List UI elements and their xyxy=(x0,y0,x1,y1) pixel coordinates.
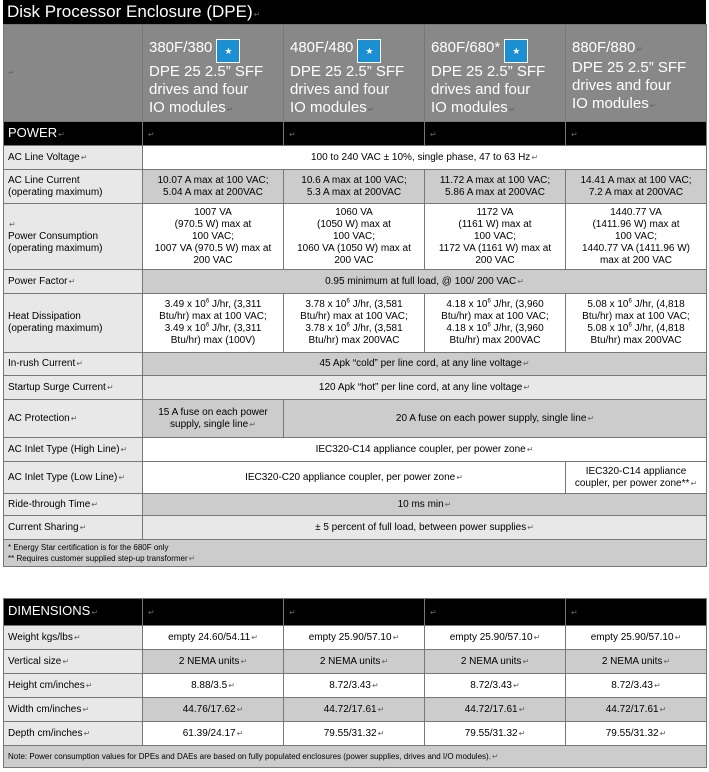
cell-value: 1440.77 VA (1411.96 W) max at 100 VAC; 1440.77 VA (1411.96 W) max at 200 VAC xyxy=(566,204,707,270)
row-label: Power Factor ↵ xyxy=(4,270,143,294)
cell-value: 5.08 x $10^6$ J/hr, (4,818 Btu/hr) max at 100 VAC; 5.08 x $10^6$ J/hr, (4,818 Btu/hr) max 200VAC xyxy=(566,294,707,353)
energy-star-icon: ★ xyxy=(216,39,240,63)
cell-value: 10.07 A max at 100 VAC; 5.04 A max at 200VAC xyxy=(143,170,284,204)
row-label: Startup Surge Current ↵ xyxy=(4,376,143,400)
table-row xyxy=(4,146,707,170)
cell-value: 1007 VA (970.5 W) max at 100 VAC; 1007 VA (970.5 W) max at 200 VAC xyxy=(143,204,284,270)
table-row xyxy=(4,516,707,540)
table-row xyxy=(4,722,707,746)
cell-value: 79.55/31.32 ↵ xyxy=(284,722,425,746)
cell-value: 8.72/3.43 ↵ xyxy=(284,674,425,698)
model-header: 880F/880 ↵ DPE 25 2.5” SFF drives and four IO modules ↵ xyxy=(566,25,707,122)
row-label: AC Line Voltage ↵ xyxy=(4,146,143,170)
cell-value: 1060 VA (1050 W) max at 100 VAC; 1060 VA (1050 W) max at 200 VAC xyxy=(284,204,425,270)
cell-value: 10 ms min ↵ xyxy=(143,494,707,516)
cell-value: 120 Apk “hot” per line cord, at any line voltage ↵ xyxy=(143,376,707,400)
header-corner xyxy=(4,25,143,122)
cell-value: ± 5 percent of full load, between power supplies ↵ xyxy=(143,516,707,540)
cell-value: 0.95 minimum at full load, @ 100/ 200 VAC ↵ xyxy=(143,270,707,294)
cell-value: IEC320-C14 appliance coupler, per power zone** ↵ xyxy=(566,462,707,494)
table-row xyxy=(4,353,707,376)
row-label: Height cm/inches ↵ xyxy=(4,674,143,698)
model-header: 380F/380 ★ DPE 25 2.5” SFF drives and four IO modules ↵ xyxy=(143,25,284,122)
dimensions-note: Note: Power consumption values for DPEs and DAEs are based on fully populated enclosures (power supplies, drives and I/O modules). ↵ xyxy=(4,746,707,768)
table-row xyxy=(4,376,707,400)
section-title: POWER ↵ xyxy=(4,122,143,146)
cell-value: empty 25.90/57.10 ↵ xyxy=(284,626,425,650)
section-title: DIMENSIONS ↵ xyxy=(4,599,143,626)
cell-value: 3.49 x $10^6$ J/hr, (3,311 Btu/hr) max at 100 VAC; 3.49 x $10^6$ J/hr, (3,311 Btu/hr) max (100V) xyxy=(143,294,284,353)
cell-value: 20 A fuse on each power supply, single line ↵ xyxy=(284,400,707,438)
row-label: Width cm/inches ↵ xyxy=(4,698,143,722)
table-row xyxy=(4,462,707,494)
row-label: Ride-through Time ↵ xyxy=(4,494,143,516)
cell-value: 8.72/3.43 ↵ xyxy=(425,674,566,698)
row-label: AC Protection ↵ xyxy=(4,400,143,438)
cell-value: 14.41 A max at 100 VAC; 7.2 A max at 200VAC xyxy=(566,170,707,204)
footnote-row xyxy=(4,540,707,567)
model-header: 480F/480 ★ DPE 25 2.5” SFF drives and four IO modules ↵ xyxy=(284,25,425,122)
table-row xyxy=(4,170,707,204)
cell-value: 4.18 x $10^6$ J/hr, (3,960 Btu/hr) max at 100 VAC; 4.18 x $10^6$ J/hr, (3,960 Btu/hr) max 200VAC xyxy=(425,294,566,353)
row-label: AC Inlet Type (Low Line) ↵ xyxy=(4,462,143,494)
cell-value: empty 25.90/57.10 ↵ xyxy=(425,626,566,650)
cell-value: 79.55/31.32 ↵ xyxy=(566,722,707,746)
cell-value: 11.72 A max at 100 VAC; 5.86 A max at 200VAC xyxy=(425,170,566,204)
cell-value: 100 to 240 VAC ± 10%, single phase, 47 to 63 Hz ↵ xyxy=(143,146,707,170)
table-row xyxy=(4,650,707,674)
dimensions-table xyxy=(3,598,707,768)
cell-value: 3.78 x $10^6$ J/hr, (3,581 Btu/hr) max at 100 VAC; 3.78 x $10^6$ J/hr, (3,581 Btu/hr) max 200VAC xyxy=(284,294,425,353)
row-label: Heat Dissipation (operating maximum) xyxy=(4,294,143,353)
cell-value: 10.6 A max at 100 VAC; 5.3 A max at 200VAC xyxy=(284,170,425,204)
cell-value: 44.72/17.61 ↵ xyxy=(566,698,707,722)
energy-star-icon: ★ xyxy=(357,39,381,63)
cell-value: IEC320-C14 appliance coupler, per power zone ↵ xyxy=(143,438,707,462)
row-label: AC Line Current (operating maximum) xyxy=(4,170,143,204)
table-row xyxy=(4,204,707,270)
cell-value: IEC320-C20 appliance coupler, per power zone ↵ xyxy=(143,462,566,494)
page-title xyxy=(3,0,706,24)
table-row xyxy=(4,438,707,462)
table-row xyxy=(4,400,707,438)
cell-value: 45 Apk “cold” per line cord, at any line voltage ↵ xyxy=(143,353,707,376)
table-row xyxy=(4,698,707,722)
cell-value: 15 A fuse on each power supply, single line ↵ xyxy=(143,400,284,438)
title-text: Disk Processor Enclosure (DPE) xyxy=(7,2,253,21)
row-label: Vertical size ↵ xyxy=(4,650,143,674)
dimensions-section-row xyxy=(4,599,707,626)
cell-value: 44.76/17.62 ↵ xyxy=(143,698,284,722)
model-header: 680F/680* ★ DPE 25 2.5” SFF drives and four IO modules ↵ xyxy=(425,25,566,122)
row-label: ↵ Power Consumption (operating maximum) xyxy=(4,204,143,270)
row-label: Weight kgs/lbs ↵ xyxy=(4,626,143,650)
row-label: Current Sharing ↵ xyxy=(4,516,143,540)
cell-value: 79.55/31.32 ↵ xyxy=(425,722,566,746)
cell-value: empty 24.60/54.11 ↵ xyxy=(143,626,284,650)
cell-value: 2 NEMA units ↵ xyxy=(425,650,566,674)
energy-star-icon: ★ xyxy=(504,39,528,63)
footnotes: * Energy Star certification is for the 680F only ** Requires customer supplied step-up transformer ↵ xyxy=(4,540,707,567)
cell-value: 44.72/17.61 ↵ xyxy=(284,698,425,722)
model-header-row xyxy=(4,25,707,122)
cell-value: empty 25.90/57.10 ↵ xyxy=(566,626,707,650)
table-row xyxy=(4,626,707,650)
row-label: Depth cm/inches ↵ xyxy=(4,722,143,746)
cell-value: 2 NEMA units ↵ xyxy=(284,650,425,674)
cell-value: 8.72/3.43 ↵ xyxy=(566,674,707,698)
cell-value: 2 NEMA units ↵ xyxy=(143,650,284,674)
cell-value: 61.39/24.17 ↵ xyxy=(143,722,284,746)
table-row xyxy=(4,270,707,294)
cell-value: 1172 VA (1161 W) max at 100 VAC; 1172 VA (1161 W) max at 200 VAC xyxy=(425,204,566,270)
table-row xyxy=(4,674,707,698)
power-table xyxy=(3,24,707,567)
table-row xyxy=(4,494,707,516)
row-label: In-rush Current ↵ xyxy=(4,353,143,376)
cell-value: 2 NEMA units ↵ xyxy=(566,650,707,674)
power-section-row xyxy=(4,122,707,146)
note-row xyxy=(4,746,707,768)
row-label: AC Inlet Type (High Line) ↵ xyxy=(4,438,143,462)
cell-value: 8.88/3.5 ↵ xyxy=(143,674,284,698)
cell-value: 44.72/17.61 ↵ xyxy=(425,698,566,722)
table-row xyxy=(4,294,707,353)
